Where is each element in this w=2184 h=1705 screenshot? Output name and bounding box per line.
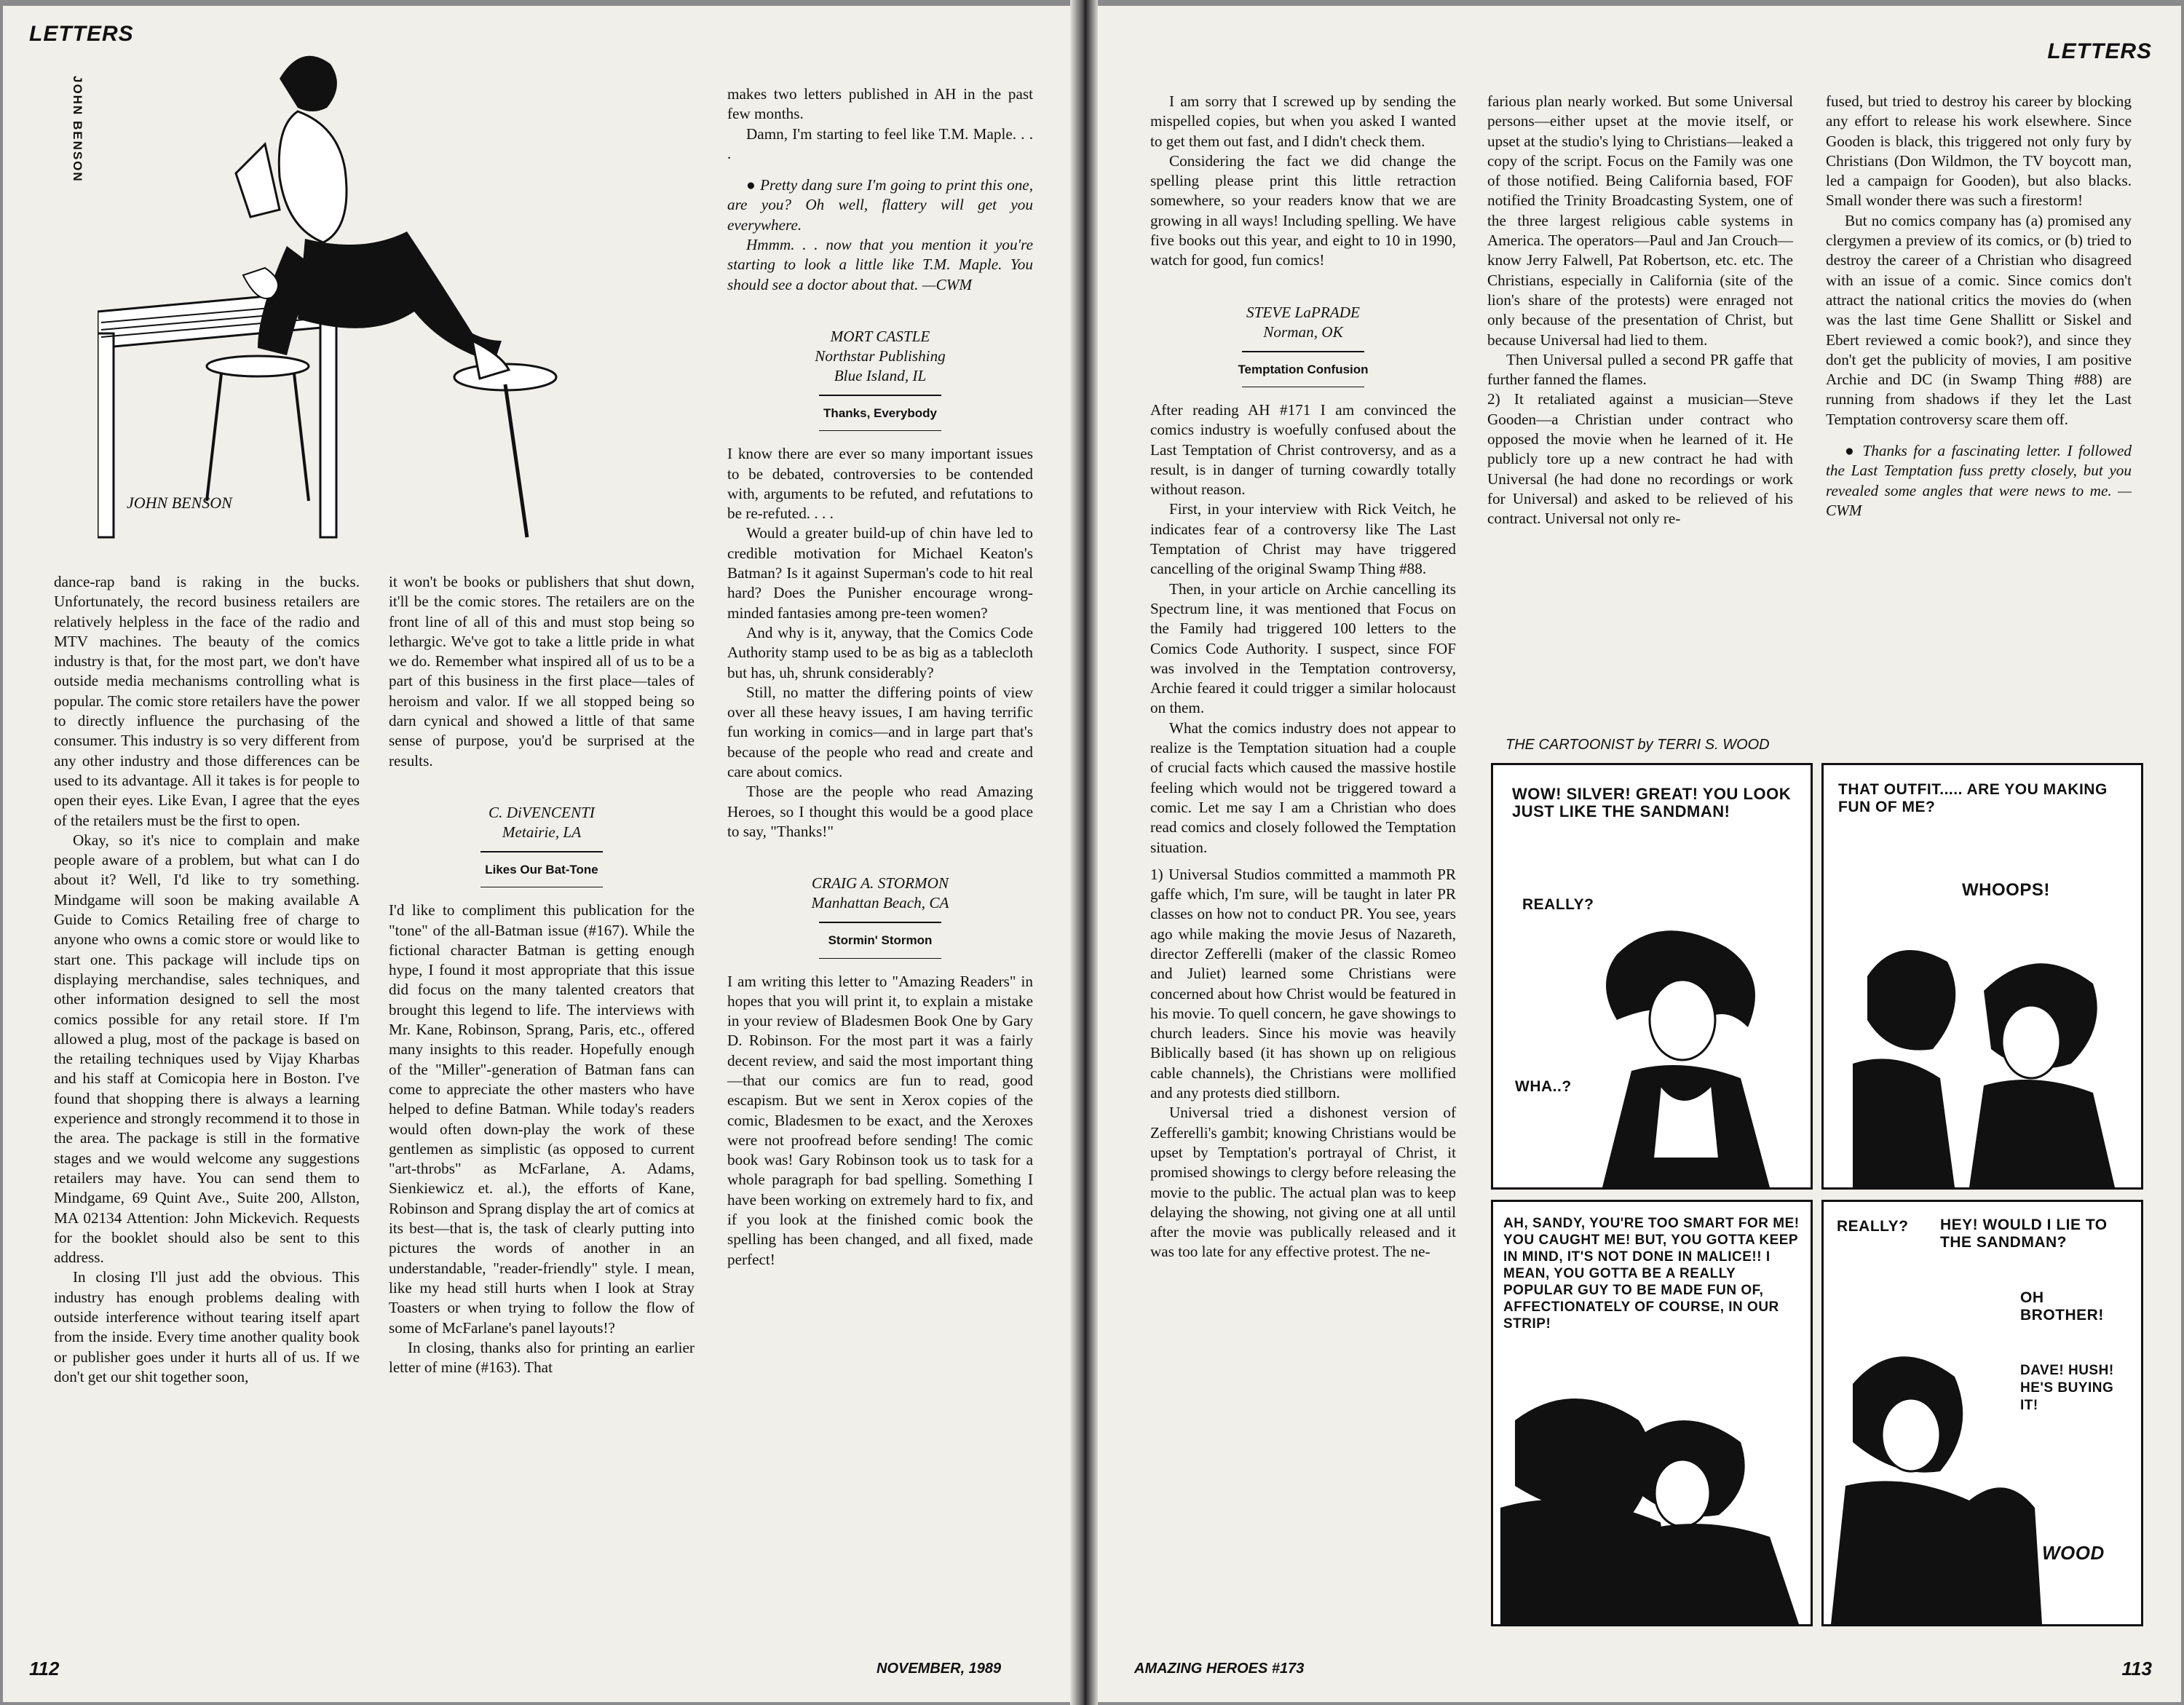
editor-reply: Hmmm. . . now that you mention it you're starting to look a little like T.M. Maple. You should see a doctor about that. —CWM (727, 236, 1033, 293)
right-col1 (1150, 92, 1456, 1262)
footer-date: NOVEMBER, 1989 (877, 1661, 1002, 1677)
paragraph: I am sorry that I screwed up by sending the mispelled copies, but when you asked I wanted to get them out fast, and I didn't check them. (1150, 92, 1456, 150)
editor-reply: ● Pretty dang sure I'm going to print this one, are you? Oh well, flattery will get you everywhere. (727, 176, 1033, 234)
svg-text:JOHN BENSON: JOHN BENSON (127, 494, 232, 512)
signature-name: MORT CASTLE (830, 327, 930, 345)
paragraph: What the comics industry does not appear to realize is the Temptation situation had a couple of crucial facts which caused the massive hostile feeling which would not be triggered toward a comic. Let me say I am a Christian who does read comics and closely followed the Temptation situation. (1150, 719, 1456, 856)
right-col3 (1826, 92, 2132, 521)
paragraph: Damn, I'm starting to feel like T.M. Maple. . . . (727, 124, 1033, 162)
signature-name: C. DiVENCENTI (488, 803, 595, 821)
editor-reply: ● Thanks for a fascinating letter. I followed the Last Temptation fuss pretty closely, but you revealed some angles that were news to me. —CWM (1826, 442, 2132, 519)
page-number-left: 112 (29, 1658, 60, 1680)
paragraph: dance-rap band is raking in the bucks. Unfortunately, the record business retailers are relatively helpless in the face of the radio and MTV machines. The beauty of the comics industry is that, for the most part, we don't have outside media mechanisms controlling what is popular. The comic store retailers have the power to directly influence the purchasing of the consumer. This industry is so very different from any other industry and those differences can be used to its advantage. All it takes is for people to open their eyes. Like Evan, I agree that the eyes of the retailers must be the first to open. (54, 573, 360, 829)
paragraph: I am writing this letter to "Amazing Readers" in hopes that you will print it, to explain a mistake in your review of Bladesmen Book One by Gary D. Robinson. For the most part it was a fairly decent review, and said the most important thing—that our comics are fun to read, good escapism. But we sent in Xerox copies of the comic, Bladesmen to be exact, and the Xeroxes were not proofread before sending! The comic book was! Gary Robinson took us to task for a whole paragraph for bad spelling. Something I have been working on extremely hard to fix, and if you look at the finished comic book the spelling has been changed, and all fixed, made perfect! (727, 972, 1033, 1268)
signature-place: Manhattan Beach, CA (811, 894, 949, 912)
paragraph: Those are the people who read Amazing Heroes, so I thought this would be a good place to say, "Thanks!" (727, 783, 1033, 840)
footer-magazine-title: AMAZING HEROES #173 (1134, 1661, 1305, 1677)
character-drawing (1853, 933, 2129, 1187)
comic-panel-2 (1821, 763, 2143, 1190)
paragraph: 2) It retaliated against a musician—Steve Gooden—a Christian under contract who opposed the movie when he learned of it. He publicly tore up a new contract he had with Universal (he had done no recordings or work for Universal) and asked to be relieved of his contract. Universal not only re- (1487, 390, 1793, 528)
speech-balloon: AH, SANDY, YOU'RE TOO SMART FOR ME! YOU CAUGHT ME! BUT, YOU GOTTA KEEP IN MIND, IT'S NOT DONE IN MALICE!! I MEAN, YOU GOTTA BE A REALLY POPULAR GUY TO BE MADE FUN OF, AFFECTIONATELY OF COURSE, IN OUR STRIP! (1503, 1216, 1800, 1332)
speech-balloon: REALLY? (1837, 1218, 1909, 1235)
left-col1 (54, 572, 360, 1387)
divider (480, 851, 603, 852)
divider (819, 922, 941, 923)
signature-block (1150, 303, 1456, 342)
letter-headline: Thanks, Everybody (823, 406, 937, 420)
letter-headline: Temptation Confusion (1238, 362, 1369, 376)
paragraph: In closing, thanks also for printing an earlier letter of mine (#163). That (389, 1338, 695, 1377)
right-col2 (1487, 92, 1793, 529)
comic-title: THE CARTOONIST by TERRI S. WOOD (1506, 737, 1770, 753)
right-page (1098, 6, 2181, 1702)
speech-balloon: WHA..? (1515, 1078, 1572, 1095)
artist-signature: WOOD (2042, 1542, 2105, 1564)
letter-headline: Stormin' Stormon (828, 933, 933, 948)
speech-balloon: THAT OUTFIT..... ARE YOU MAKING FUN OF ME? (1838, 781, 2108, 815)
signature-place: Blue Island, IL (834, 366, 927, 384)
paragraph: Then, in your article on Archie cancelling its Spectrum line, it was mentioned that Focus on the Family had triggered 100 letters to the Comics Code Authority. I suspect, since FOF was involved in the Temptation controversy, Archie feared it could trigger a similar holocaust on them. (1150, 579, 1456, 717)
illustration-woman-on-desk (98, 35, 622, 545)
left-page (3, 6, 1070, 1702)
letter-headline: Likes Our Bat-Tone (485, 862, 598, 877)
paragraph: First, in your interview with Rick Veitch, he indicates fear of a controversy like The Last Temptation of Christ may have triggered cancelling of the original Swamp Thing #88. (1150, 500, 1456, 578)
comic-strip (1491, 734, 2139, 1622)
divider (819, 958, 941, 959)
speech-balloon: HEY! WOULD I LIE TO THE SANDMAN? (1940, 1217, 2108, 1251)
signature-place: Norman, OK (1263, 323, 1343, 341)
book-gutter (1070, 0, 1098, 1705)
paragraph: And why is it, anyway, that the Comics Code Authority stamp used to be as big as a tablecloth but has, uh, shrunk considerably? (727, 623, 1033, 681)
speech-balloon: DAVE! HUSH! HE'S BUYING IT! (2020, 1363, 2114, 1413)
paragraph: makes two letters published in AH in the past few months. (727, 85, 1033, 123)
left-col2 (389, 572, 695, 1377)
paragraph: farious plan nearly worked. But some Universal persons—either upset at the movie itself, or upset at the studio's lying to Christians—leaked a copy of the script. Focus on the Family was one of those notified. Being California based, FOF notified the Trinity Broadcasting System, one of the three largest religious cable systems in America. The operators—Paul and Jan Crouch—know Jerry Falwell, Pat Robertson, etc. etc. The Christians, especially in California (site of the lion's share of the protests) were enraged not only because of the presentation of Christ, but because Universal had lied to them. (1487, 92, 1793, 349)
signature-block (389, 803, 695, 842)
divider (1242, 351, 1364, 352)
divider (819, 395, 941, 396)
paragraph: it won't be books or publishers that shut down, it'll be the comic stores. The retailers are on the front line of all of this and must stop being so lethargic. We've got to take a little pride in what we do. Remember what inspired all of us to be a part of this business in the first place—tales of heroism and valor. If we all stopped being so darn cynical and showed a little of that same sense of purpose, you'd be surprised at the results. (389, 573, 695, 770)
paragraph: Okay, so it's nice to complain and make people aware of a problem, but what can I do about it? Well, I'd like to try something. Mindgame will soon be making available A Guide to Comics Retailing free of charge to anyone who owns a comic store or would like to start one. This package will include tips on displaying merchandise, sales techniques, and other information designed to sell the most comics possible for any retail store. If I'm allowed a plug, most of the package is based on the retailing techniques used by Vijay Kharbas and his staff at Comicopia here in Boston. I've found that shopping there is always a learning experience and strongly recommend it to those in the area. The package is still in the formative stages and we would welcome any suggestions retailers may have. You can send them to Mindgame, 69 Quint Ave., Suite 200, Allston, MA 02134 Attention: John Mickevich. Requests for the booklet should also be sent to this address. (54, 831, 360, 1267)
paragraph: Then Universal pulled a second PR gaffe that further fanned the flames. (1487, 350, 1793, 389)
signature-block (727, 874, 1033, 913)
speech-balloon: OH BROTHER! (2020, 1289, 2104, 1324)
paragraph: Considering the fact we did change the spelling please print this little retraction somewhere, so your readers know that we are growing in all ways! Including spelling. We have five books out this year, and eight to 10 in 1990, watch for good, fun comics! (1150, 151, 1456, 269)
illustration-signature (127, 494, 233, 512)
comic-panel-3 (1491, 1200, 1813, 1626)
paragraph: I know there are ever so many important issues to be debated, controversies to be contended with, arguments to be refuted, and refutations to be re-refuted. . . . (727, 445, 1033, 523)
speech-balloon: WHOOPS! (1962, 880, 2050, 900)
signature-company: Northstar Publishing (815, 347, 946, 365)
illustration-credit: JOHN BENSON (71, 76, 84, 183)
comic-panel-1 (1491, 763, 1813, 1190)
signature-name: STEVE LaPRADE (1246, 303, 1360, 321)
paragraph: fused, but tried to destroy his career by blocking any effort to release his work elsewhere. Since Gooden is black, this triggered not only fury by Christians (Don Wildmon, the TV boycott man, led a campaign for Gooden), but also blacks. Small wonder there was such a firestorm! (1826, 92, 2132, 210)
paragraph: After reading AH #171 I am convinced the comics industry is woefully confused about the Last Temptation of Christ controversy, and as a result, is in danger of turning cowardly totally without reason. (1150, 400, 1456, 499)
speech-balloon: WOW! SILVER! GREAT! YOU LOOK JUST LIKE THE SANDMAN! (1512, 785, 1792, 820)
speech-balloon: REALLY? (1522, 896, 1594, 913)
left-col3 (727, 84, 1033, 1270)
signature-place: Metairie, LA (502, 823, 582, 841)
paragraph: Still, no matter the differing points of view over all these heavy issues, I am having terrific fun working in comics—and in large part that's because of the people who read and create and care about comics. (727, 683, 1033, 781)
paragraph: I'd like to compliment this publication for the "tone" of the all-Batman issue (#167). While the fictional character Batman is getting enough hype, I found it most appropriate that this issue did focus on the many talented creators that brought this legend to life. The interviews with Mr. Kane, Robinson, Sprang, Paris, etc., offered many insights to this reader. Hopefully enough of the "Miller"-generation of Batman fans can come to appreciate the other masters who have helped to define Batman. While today's readers would often down-play the work of these gentlemen as simplistic (as opposed to current "art-throbs" as McFarlane, A. Adams, Sienkiewicz et. al.), the efforts of Kane, Robinson and Sprang display the art of comics at its best—that is, the task of clearly putting into pictures the words of another in an understandable, "reader-friendly" style. I mean, like my head still hurts when I look at Stray Toasters or when trying to follow the flow of some of McFarlane's panel layouts!? (389, 901, 695, 1337)
signature-block (727, 327, 1033, 386)
character-drawing (1500, 1391, 1806, 1624)
paragraph: Universal tried a dishonest version of Zefferelli's gambit; knowing Christians would be upset by Temptation's portrayal of Christ, it promised showings to clergy before releasing the movie to the public. The actual plan was to keep delaying the showing, not giving one at all until after the movie was publically released and it was too late for any effective protest. The ne- (1150, 1104, 1456, 1261)
comic-panel-4 (1821, 1200, 2143, 1626)
page-number-right: 113 (2121, 1658, 2152, 1680)
character-drawing (1573, 925, 1806, 1187)
character-drawing (1831, 1326, 2049, 1624)
paragraph: But no comics company has (a) promised any clergymen a preview of its comics, or (b) tried to destroy the career of a Christian who disagreed with an issue of a comic. Since comics don't attract the national critics the movies do (when was the last time Gene Shallitt or Siskel and Ebert reviewed a comic book?), and since they don't get the publicity of movies, I am positive Archie and DC (in Swamp Thing #88) are running from shadows if they let the Last Temptation controversy scare them off. (1826, 211, 2132, 428)
divider (819, 430, 941, 431)
paragraph: Would a greater build-up of chin have led to credible motivation for Michael Keaton's Batman? Is it against Superman's code to hit real hard? Does the Punisher encourage wrong-minded fantasies among pre-teen women? (727, 524, 1033, 622)
signature-name: CRAIG A. STORMON (811, 874, 949, 893)
section-header-left: LETTERS (29, 22, 134, 46)
paragraph: In closing I'll just add the obvious. This industry has enough problems dealing with outside interference without tearing itself apart from the inside. Every time another quality book or publisher goes under it hurts all of us. If we don't get our shit together soon, (54, 1268, 360, 1385)
section-header-right: LETTERS (2047, 39, 2152, 63)
paragraph: 1) Universal Studios committed a mammoth PR gaffe which, I'm sure, will be taught in later PR classes on how not to conduct PR. You see, years ago while making the movie Jesus of Nazareth, director Zefferelli (maker of the classic Romeo and Juliet) learned some Christians were concerned about how Christ would be featured in his movie. To quell concern, he gave showings to church leaders. Since his movie was heavily Biblically based (it has shown up on religious cable channels), the Christians were mollified and any protests died stillborn. (1150, 865, 1456, 1102)
